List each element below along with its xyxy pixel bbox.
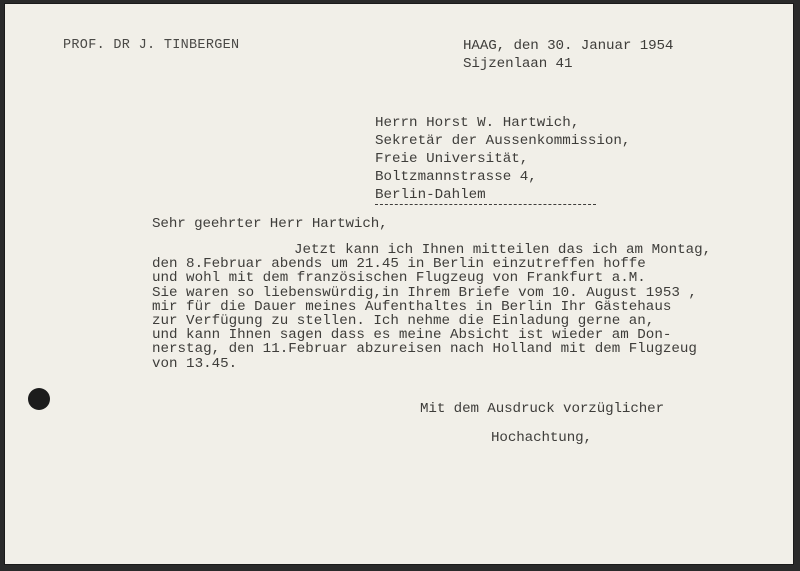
- place-date: HAAG, den 30. Januar 1954: [463, 38, 674, 54]
- recipient-city: Berlin-Dahlem: [375, 186, 596, 205]
- sender-letterhead: PROF. DR J. TINBERGEN: [63, 38, 240, 53]
- body-line: und wohl mit dem französischen Flugzeug von Frankfurt a.M.: [152, 270, 646, 287]
- body-line: den 8.Februar abends um 21.45 in Berlin einzutreffen hoffe: [152, 256, 646, 273]
- body-line: Sie waren so liebenswürdig,in Ihrem Briefe vom 10. August 1953 ,: [152, 284, 697, 301]
- body-line: zur Verfügung zu stellen. Ich nehme die Einladung gerne an,: [152, 313, 655, 330]
- body-line: Jetzt kann ich Ihnen mitteilen das ich am Montag,: [294, 242, 712, 258]
- letter-body: [152, 243, 711, 371]
- recipient-line: Boltzmannstrasse 4,: [375, 169, 537, 185]
- recipient-line: Sekretär der Aussenkommission,: [375, 133, 631, 149]
- recipient-line: Herrn Horst W. Hartwich,: [375, 115, 580, 131]
- salutation: Sehr geehrter Herr Hartwich,: [152, 216, 388, 232]
- body-line: und kann Ihnen sagen dass es meine Absicht ist wieder am Don-: [152, 327, 672, 344]
- recipient-line: Freie Universität,: [375, 151, 529, 167]
- body-line: nerstag, den 11.Februar abzureisen nach Holland mit dem Flugzeug: [152, 341, 697, 358]
- closing-regards: Hochachtung,: [491, 430, 592, 446]
- letter-page: [4, 3, 794, 565]
- sender-street: Sijzenlaan 41: [463, 56, 573, 72]
- closing-phrase: Mit dem Ausdruck vorzüglicher: [420, 401, 665, 417]
- recipient-address: [375, 114, 630, 205]
- body-line: von 13.45.: [152, 355, 238, 372]
- body-line: mir für die Dauer meines Aufenthaltes in Berlin Ihr Gästehaus: [152, 298, 672, 315]
- punch-hole: [28, 388, 50, 410]
